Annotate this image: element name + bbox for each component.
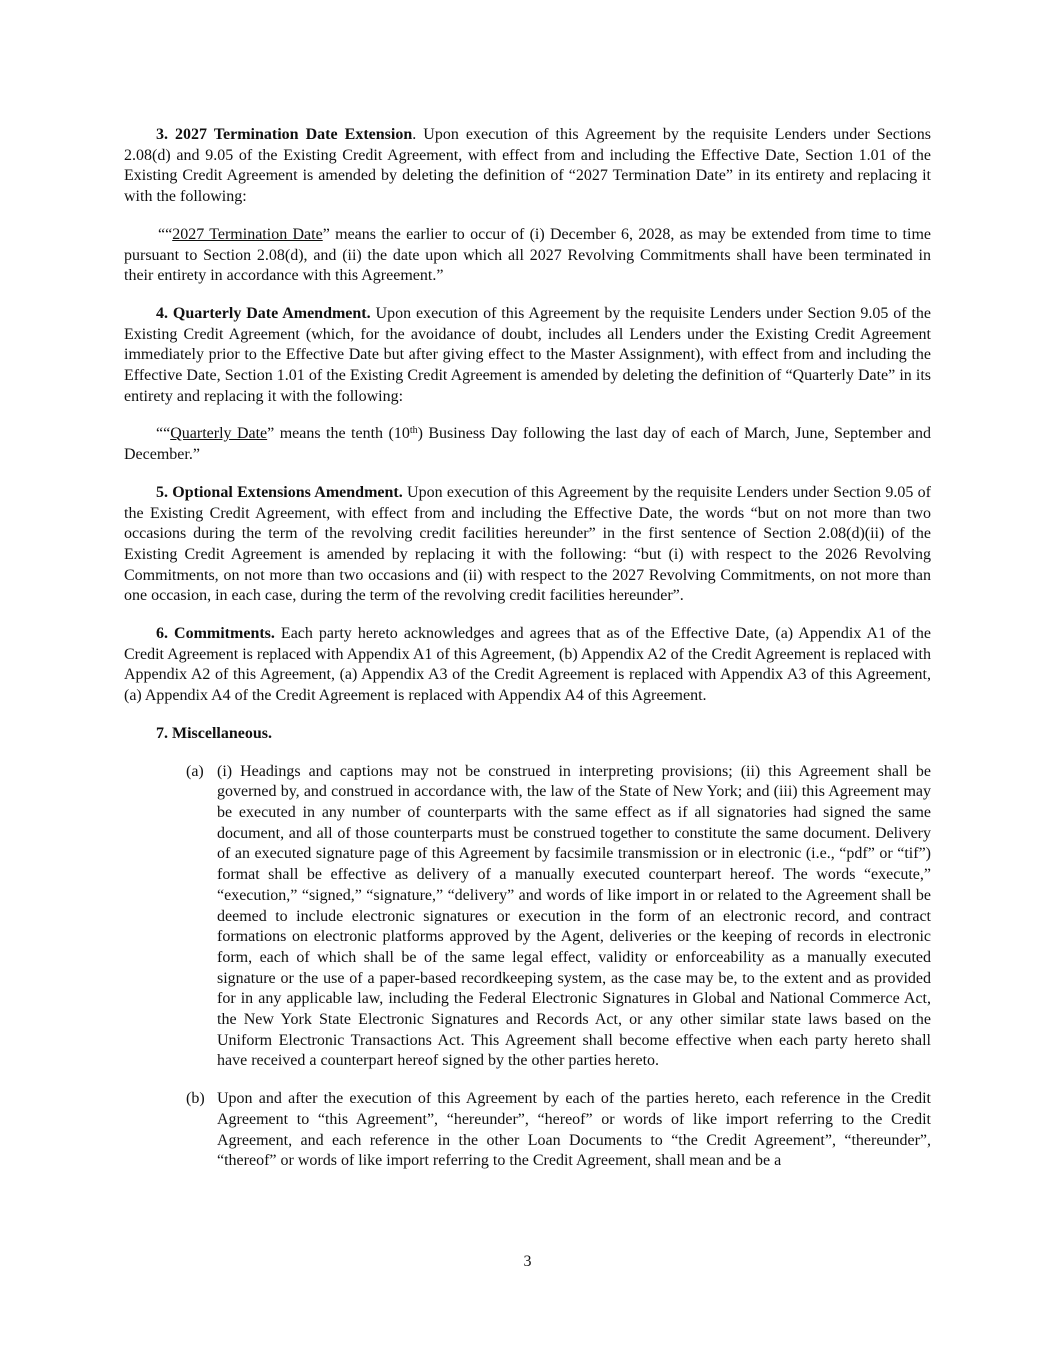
section-3-heading: 3. 2027 Termination Date Extension <box>156 126 413 143</box>
defined-term: 2027 Termination Date <box>172 225 323 243</box>
section-4-heading: 4. Quarterly Date Amendment. <box>156 304 371 322</box>
defined-term: Quarterly Date <box>170 425 268 443</box>
page-number: 3 <box>523 1253 532 1270</box>
section-6-heading: 6. Commitments. <box>156 625 275 643</box>
section-5-heading: 5. Optional Extensions Amendment. <box>156 483 403 501</box>
list-item <box>124 1089 931 1172</box>
section-5-body: Upon execution of this Agreement by the requisite Lenders under Section 9.05 of the Existing Credit Agreement, with effect from and including the Effective Date, the words “but on not more than two occasions during the term of the revolving credit facilities hereunder” in the first sentence of Section 2.08(d)(ii) of the Existing Credit Agreement is amended by replacing it with the following: “but (i) with respect to the 2026 Revolving Commitments, on not more than two occasions and (ii) with respect to the 2027 Revolving Commitments, on not more than one occasion, in each case, during the term of the revolving credit facilities hereunder”. <box>124 483 932 605</box>
section-6-paragraph <box>124 624 931 707</box>
list-item-label: (a) <box>186 762 204 780</box>
list-item-text: (i) Headings and captions may not be construed in interpreting provisions; (ii) this Agreement shall be governed by, and construed in accordance with, the law of the State of New York; and (iii) this Agreement may be executed in any number of counterparts with the same effect as if all signatories had signed the same document, and all of those counterparts must be construed together to constitute the same document. Delivery of an executed signature page of this Agreement by facsimile transmission or in electronic (i.e., “pdf” or “tif”) format shall be effective as delivery of a manually executed counterpart hereof. The words “execute,” “execution,” “signed,” “signature,” “delivery” and words of like import in or related to the Agreement shall be deemed to include electronic signatures or execution in the form of an electronic record, and contract formations on electronic platforms approved by the Agent, deliveries or the keeping of records in electronic form, each of which shall be of the same legal effect, validity or enforceability as a manually executed signature or the use of a paper-based recordkeeping system, as the case may be, to the extent and as provided for in any applicable law, including the Federal Electronic Signatures in Global and National Commerce Act, the New York State Electronic Signatures and Records Act, or any other similar state laws based on the Uniform Electronic Transactions Act. This Agreement shall become effective when each party hereto shall have received a counterpart hereof signed by the other parties hereto. <box>217 762 931 1070</box>
section-3-body: . Upon execution of this Agreement by the requisite Lenders under Sections 2.08(d) and 9.05 of the Existing Credit Agreement, with effect from and including the Effective Date, Section 1.01 of the Existing Credit Agreement is amended by deleting the definition of “2027 Termination Date” in its entirety and replacing it with the following: <box>124 126 932 206</box>
list-item-label: (b) <box>186 1090 205 1108</box>
section-7-heading-line <box>124 724 931 745</box>
section-6-body: Each party hereto acknowledges and agrees that as of the Effective Date, (a) Appendix A1 of the Credit Agreement is replaced with Appendix A1 of this Agreement, (b) Appendix A2 of the Credit Agreement is replaced with Appendix A2 of this Agreement, (a) Appendix A3 of the Credit Agreement is replaced with Appendix A3 of this Agreement, (a) Appendix A4 of the Credit Agreement is replaced with Appendix A4 of this Agreement. <box>124 625 931 705</box>
section-7-heading: 7. Miscellaneous. <box>156 724 272 742</box>
list-item-text: Upon and after the execution of this Agreement by each of the parties hereto, each reference in the Credit Agreement to “this Agreement”, “hereunder”, “hereof” or words of like import referring to the Credit Agreement, and each reference in the other Loan Documents to “the Credit Agreement”, “thereunder”, “thereof” or words of like import referring to the Credit Agreement, shall mean and be a <box>217 1090 931 1170</box>
list-item <box>124 762 931 1073</box>
section-3-definition: ““2027 Termination Date” means the earlier to occur of (i) December 6, 2028, as may be extended from time to time pursuant to Section 2.08(d), and (ii) the date upon which all 2027 Revolving Commitments shall have been terminated in their entirety in accordance with this Agreement.” <box>124 225 931 285</box>
section-4-definition: ““Quarterly Date” means the tenth (10th) Business Day following the last day of each of March, June, September and December.” <box>124 425 932 464</box>
section-4-body: Upon execution of this Agreement by the requisite Lenders under Section 9.05 of the Existing Credit Agreement (which, for the avoidance of doubt, includes all Lenders under the Existing Credit Agreement immediately prior to the Effective Date but after giving effect to the Master Assignment), with effect from and including the Effective Date, Section 1.01 of the Existing Credit Agreement is amended by deleting the definition of “Quarterly Date” in its entirety and replacing it with the following: <box>124 304 931 405</box>
section-5-paragraph <box>124 483 931 607</box>
section-3-paragraph <box>124 125 931 208</box>
section-4-paragraph <box>124 304 931 408</box>
page-body <box>124 125 931 1172</box>
